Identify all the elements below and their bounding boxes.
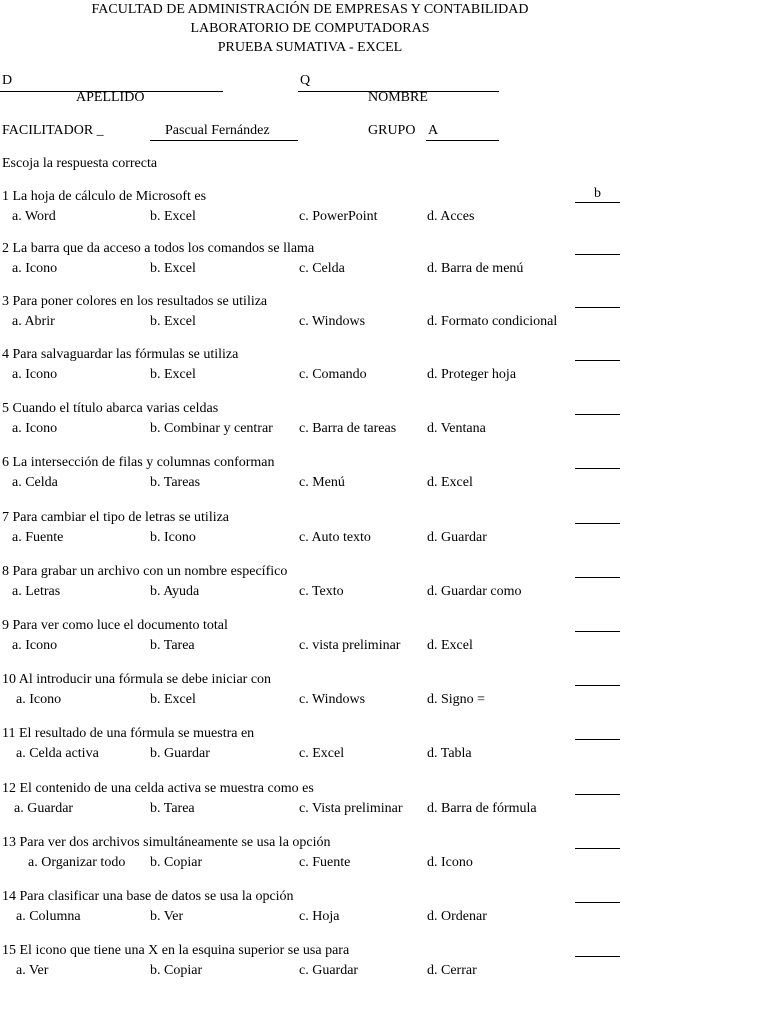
option-c: c. Windows (299, 692, 366, 707)
question-item (0, 347, 768, 387)
question-item (0, 510, 768, 550)
option-b: b. Excel (150, 314, 196, 329)
answer-blank[interactable] (575, 577, 620, 578)
option-b: b. Excel (150, 367, 196, 382)
option-b: b. Excel (150, 209, 196, 224)
grupo-value: A (428, 123, 439, 138)
option-b: b. Copiar (150, 855, 203, 870)
option-b: b. Excel (150, 692, 196, 707)
question-item (0, 241, 768, 281)
question-text: 8 Para grabar un archivo con un nombre específico (2, 564, 288, 579)
nombre-value: Q (300, 73, 311, 88)
option-b: b. Combinar y centrar (150, 421, 273, 436)
question-item (0, 294, 768, 334)
answer-blank[interactable] (575, 956, 620, 957)
option-b: b. Ayuda (150, 584, 200, 599)
option-d: d. Tabla (427, 746, 472, 761)
option-d: d. Barra de fórmula (427, 801, 537, 816)
question-text: 7 Para cambiar el tipo de letras se utiliza (2, 510, 230, 525)
answer-blank[interactable] (575, 468, 620, 469)
answer-blank[interactable] (575, 202, 620, 203)
answer-blank[interactable] (575, 414, 620, 415)
answer-blank[interactable] (575, 523, 620, 524)
question-item (0, 889, 768, 929)
option-c: c. Barra de tareas (299, 421, 397, 436)
option-b: b. Copiar (150, 963, 203, 978)
question-item (0, 455, 768, 495)
answer-blank[interactable] (575, 307, 620, 308)
option-b: b. Icono (150, 530, 196, 545)
option-d: d. Signo = (427, 692, 486, 707)
answer-blank[interactable] (575, 631, 620, 632)
question-text: 11 El resultado de una fórmula se muestra en (2, 726, 255, 741)
option-b: b. Excel (150, 261, 196, 276)
question-text: 15 El icono que tiene una X en la esquina superior se usa para (2, 943, 350, 958)
option-d: d. Icono (427, 855, 473, 870)
answer-value: b (594, 186, 601, 201)
header-test-title: PRUEBA SUMATIVA - EXCEL (217, 40, 403, 55)
option-b: b. Guardar (150, 746, 210, 761)
question-text: 13 Para ver dos archivos simultáneamente se usa la opción (2, 835, 331, 850)
question-text: 12 El contenido de una celda activa se muestra como es (2, 781, 314, 796)
question-item (0, 781, 768, 821)
grupo-line (426, 140, 499, 141)
option-a: a. Icono (12, 421, 58, 436)
question-text: 10 Al introducir una fórmula se debe iniciar con (2, 672, 272, 687)
option-a: a. Icono (16, 692, 62, 707)
question-item (0, 618, 768, 658)
question-item (0, 726, 768, 766)
option-a: a. Celda (12, 475, 58, 490)
option-c: c. Hoja (299, 909, 340, 924)
facilitador-line (150, 140, 298, 141)
option-d: d. Barra de menú (427, 261, 524, 276)
option-a: a. Abrir (12, 314, 55, 329)
option-a: a. Guardar (14, 801, 74, 816)
answer-blank[interactable] (575, 254, 620, 255)
instructions: Escoja la respuesta correcta (2, 156, 158, 171)
question-text: 14 Para clasificar una base de datos se usa la opción (2, 889, 294, 904)
option-d: d. Acces (427, 209, 475, 224)
option-d: d. Cerrar (427, 963, 477, 978)
option-a: a. Ver (16, 963, 49, 978)
answer-blank[interactable] (575, 902, 620, 903)
option-c: c. Excel (299, 746, 345, 761)
option-a: a. Celda activa (16, 746, 99, 761)
option-b: b. Tareas (150, 475, 201, 490)
facilitador-value: Pascual Fernández (165, 123, 270, 138)
option-c: c. Celda (299, 261, 345, 276)
option-c: c. Fuente (299, 855, 351, 870)
question-item (0, 672, 768, 712)
option-c: c. Texto (299, 584, 344, 599)
apellido-value: D (2, 73, 13, 88)
option-d: d. Guardar (427, 530, 487, 545)
facilitador-label: FACILITADOR _ (2, 123, 104, 138)
option-d: d. Guardar como (427, 584, 522, 599)
option-d: d. Formato condicional (427, 314, 558, 329)
option-c: c. Auto texto (299, 530, 371, 545)
question-text: 1 La hoja de cálculo de Microsoft es (2, 189, 207, 204)
answer-blank[interactable] (575, 739, 620, 740)
option-c: c. vista preliminar (299, 638, 401, 653)
option-c: c. Guardar (299, 963, 359, 978)
option-b: b. Tarea (150, 638, 195, 653)
answer-blank[interactable] (575, 685, 620, 686)
question-text: 9 Para ver como luce el documento total (2, 618, 228, 633)
option-d: d. Proteger hoja (427, 367, 517, 382)
option-a: a. Letras (12, 584, 61, 599)
question-text: 2 La barra que da acceso a todos los comandos se llama (2, 241, 315, 256)
question-item (0, 835, 768, 875)
option-a: a. Organizar todo (28, 855, 126, 870)
question-text: 3 Para poner colores en los resultados se utiliza (2, 294, 268, 309)
option-a: a. Word (12, 209, 56, 224)
option-a: a. Icono (12, 638, 58, 653)
question-item (0, 186, 768, 229)
option-d: d. Ordenar (427, 909, 487, 924)
option-c: c. Windows (299, 314, 366, 329)
option-c: c. Vista preliminar (299, 801, 403, 816)
option-a: a. Icono (12, 367, 58, 382)
option-c: c. Comando (299, 367, 367, 382)
option-c: c. Menú (299, 475, 345, 490)
header-faculty: FACULTAD DE ADMINISTRACIÓN DE EMPRESAS Y CONTABILIDAD (91, 2, 529, 17)
option-a: a. Icono (12, 261, 58, 276)
option-d: d. Excel (427, 638, 473, 653)
question-item (0, 943, 768, 983)
question-item (0, 401, 768, 441)
question-text: 4 Para salvaguardar las fórmulas se utiliza (2, 347, 239, 362)
nombre-label: NOMBRE (368, 90, 428, 105)
option-a: a. Fuente (12, 530, 64, 545)
option-c: c. PowerPoint (299, 209, 378, 224)
apellido-label: APELLIDO (76, 90, 145, 105)
answer-blank[interactable] (575, 794, 620, 795)
question-text: 5 Cuando el título abarca varias celdas (2, 401, 219, 416)
option-d: d. Excel (427, 475, 473, 490)
answer-blank[interactable] (575, 360, 620, 361)
option-d: d. Ventana (427, 421, 486, 436)
grupo-label: GRUPO (368, 123, 416, 138)
question-item (0, 564, 768, 604)
option-b: b. Ver (150, 909, 184, 924)
option-b: b. Tarea (150, 801, 195, 816)
document-header (0, 0, 620, 57)
option-a: a. Columna (16, 909, 81, 924)
answer-blank[interactable] (575, 848, 620, 849)
question-text: 6 La intersección de filas y columnas conforman (2, 455, 275, 470)
header-lab: LABORATORIO DE COMPUTADORAS (190, 21, 430, 36)
